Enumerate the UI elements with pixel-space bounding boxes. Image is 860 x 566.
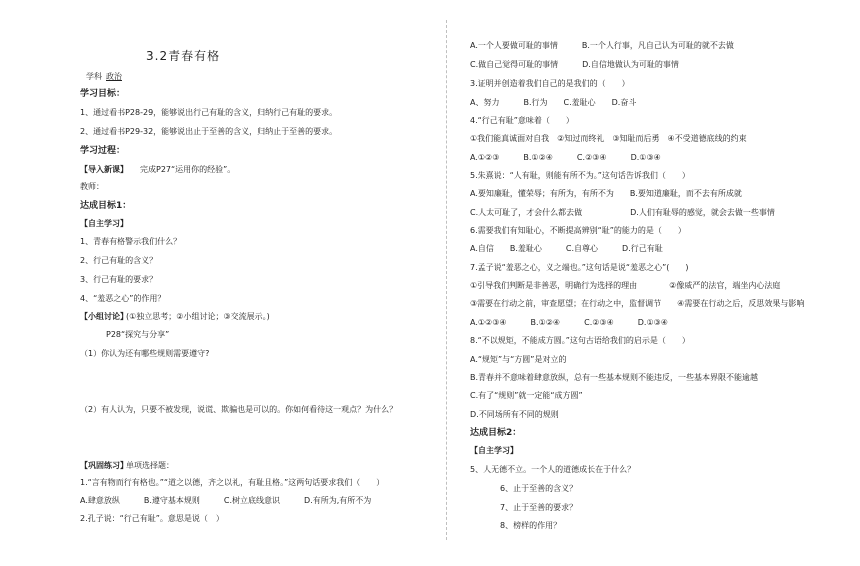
mc2-options-cd: C.做自己觉得可耻的事情 D.自信地做认为可耻的事情 — [470, 60, 679, 69]
mc-question-8-option-d: D.不同场所有不同的规则 — [470, 410, 559, 419]
mc-question-2: 2.孔子说：“行己有耻”。意思是说（ ） — [80, 514, 224, 523]
mc-question-4-options: A.①②③ B.①②④ C.②③④ D.①③④ — [470, 153, 661, 162]
target-1-heading: 达成目标1： — [80, 201, 132, 211]
group-discussion-tag: 【小组讨论】 — [80, 312, 128, 321]
question-8: 8、榜样的作用？ — [500, 521, 562, 530]
group-discussion-text: (①独立思考；②小组讨论；③交流展示。) — [126, 312, 270, 321]
process-heading: 学习过程： — [80, 146, 126, 156]
goal-2: 2、通过看书P29-32，能够说出止于至善的含义，归纳止于至善的要求。 — [80, 127, 338, 136]
mc-question-7-items-12: ①引导我们判断是非善恶，明确行为选择的理由 ②像威严的法官，端坐内心法庭 — [470, 281, 781, 290]
mc-question-3: 3.证明并创造着我们自己的是我们的（ ） — [470, 79, 630, 88]
discussion-question-2: （2）有人认为，只要不被发现，说谎、欺骗也是可以的。你如何看待这一观点？为什么？ — [80, 405, 398, 414]
mc-question-7-options: A.①②③④ B.①②④ C.②③④ D.①③④ — [470, 318, 668, 327]
practice-tag: 【巩固练习】 — [80, 461, 128, 470]
mc-question-5: 5.朱熹说：“人有耻，则能有所不为。”这句话告诉我们（ ） — [470, 171, 690, 180]
self-study-tag-2: 【自主学习】 — [470, 446, 518, 455]
discussion-question-1: （1）你认为还有哪些规则需要遵守? — [80, 349, 210, 358]
column-divider — [446, 20, 447, 540]
intro-tag: 【导入新课】 — [80, 165, 128, 174]
mc-question-6-options: A.自信 B.羞耻心 C.自尊心 D.行己有耻 — [470, 244, 663, 253]
question-2: 2、行己有耻的含义？ — [80, 256, 158, 265]
mc-question-8-option-c: C.有了“规则”就一定能“成方圆” — [470, 391, 583, 400]
mc-question-5-ab: A.要知廉耻，懂荣辱；有所为，有所不为 B.要知道廉耻，而不去有所成就 — [470, 189, 742, 198]
mc-question-4: 4.“行己有耻”意味着（ ） — [470, 116, 574, 125]
mc-question-8-option-b: B.青春并不意味着肆意放纵，总有一些基本规则不能违反，一些基本界限不能逾越 — [470, 373, 759, 382]
subject-value: 政治 — [106, 72, 122, 81]
mc-question-1: 1.“言有物而行有格也。”“道之以德，齐之以礼，有耻且格。”这两句话要求我们（ ） — [80, 478, 385, 487]
mc-question-5-cd: C.人太可耻了，才会什么都去做 D.人们有耻辱的感觉，就会去做一些事情 — [470, 208, 775, 217]
mc-question-1-options: A.肆意放纵 B.遵守基本规则 C.树立底线意识 D.有所为,有所不为 — [80, 496, 372, 505]
mc2-options-ab: A.一个人要做可耻的事情 B.一个人行事，凡自己认为可耻的就不去做 — [470, 41, 734, 50]
question-1: 1、青春有格警示我们什么？ — [80, 237, 182, 246]
goal-1: 1、通过看书P28-29，能够说出行己有耻的含义，归纳行己有耻的要求。 — [80, 108, 338, 117]
teacher-label: 教师： — [80, 182, 104, 191]
mc-question-4-items: ①我们能真诚面对自我 ②知过而终礼 ③知耻而后勇 ④不受道德底线的约束 — [470, 134, 747, 143]
question-6: 6、止于至善的含义？ — [500, 484, 578, 493]
subject-label: 学科 — [86, 72, 102, 81]
target-2-heading: 达成目标2： — [470, 428, 522, 438]
practice-text: 单项选择题： — [126, 461, 174, 470]
question-7: 7、止于至善的要求？ — [500, 503, 578, 512]
mc-question-7: 7.孟子说“羞恶之心，义之端也。”这句话是说“羞恶之心”( ) — [470, 263, 689, 272]
mc-question-3-options: A、努力 B.行为 C.羞耻心 D.奋斗 — [470, 98, 637, 107]
mc-question-8: 8.“不以规矩，不能成方圆。”这句古语给我们的启示是（ ） — [470, 336, 690, 345]
mc-question-8-option-a: A.“规矩”与“方圆”是对立的 — [470, 355, 567, 364]
intro-text: 完成P27“运用你的经验”。 — [140, 165, 236, 174]
mc-question-7-items-34: ③需要在行动之前，审查愿望；在行动之中，监督调节 ④需要在行动之后，反思效果与影响 — [470, 299, 805, 308]
question-5: 5、人无德不立。一个人的道德成长在于什么？ — [470, 465, 636, 474]
right-column — [452, 0, 860, 566]
question-4: 4、“羞恶之心”的作用？ — [80, 294, 166, 303]
self-study-tag: 【自主学习】 — [80, 219, 128, 228]
mc-question-6: 6.需要我们有知耻心，不断提高辨别“耻”的能力的是（ ） — [470, 226, 686, 235]
question-3: 3、行己有耻的要求？ — [80, 275, 158, 284]
explore-share-label: P28“探究与分享” — [106, 330, 170, 339]
page-title: 3.2青春有格 — [146, 49, 221, 63]
learning-goals-heading: 学习目标： — [80, 89, 126, 99]
